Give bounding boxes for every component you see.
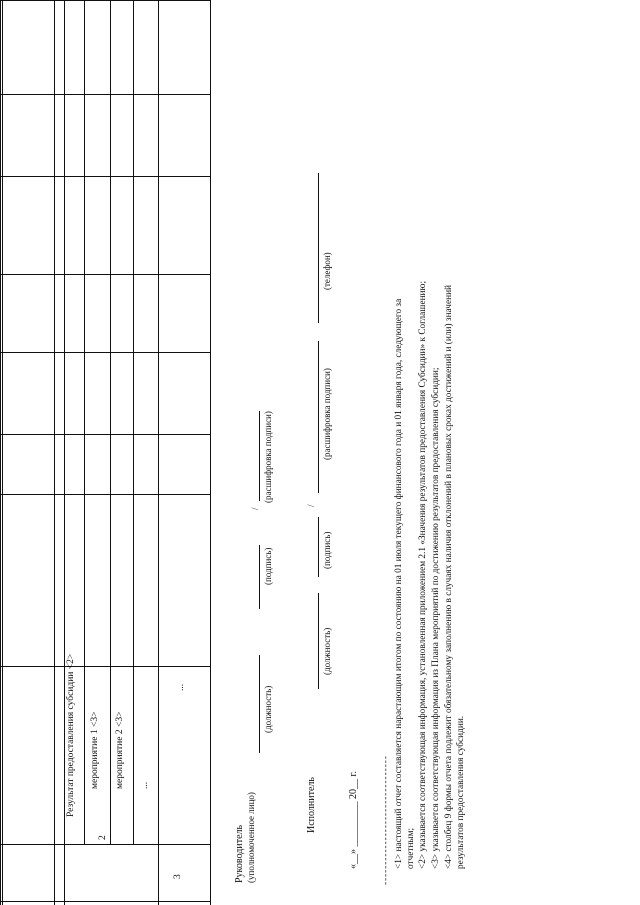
table-line bbox=[84, 0, 85, 845]
table-line bbox=[0, 901, 210, 902]
table-line bbox=[0, 176, 210, 177]
decoding-caption-2: (расшифровка подписи) bbox=[322, 368, 332, 460]
slash: / bbox=[250, 507, 260, 510]
results-table bbox=[0, 0, 300, 905]
head-sub-label: (уполномоченное лицо) bbox=[246, 792, 256, 883]
signature-caption: (подпись) bbox=[263, 547, 273, 585]
footnote-3: <3> указывается соответствующая информация из Плана мероприятий по достижению результатов предоставления субсидии; bbox=[431, 367, 441, 869]
table-line bbox=[64, 0, 65, 905]
table-line bbox=[133, 0, 134, 845]
table-line bbox=[158, 0, 159, 905]
phone-caption: (телефон) bbox=[322, 252, 332, 290]
signature-line bbox=[259, 411, 260, 501]
table-line bbox=[0, 94, 210, 95]
signature-line bbox=[318, 593, 319, 689]
signature-line bbox=[259, 655, 260, 753]
position-caption-2: (должность) bbox=[322, 627, 332, 675]
position-caption: (должность) bbox=[263, 685, 273, 733]
footnote-1-line-2: отчетным; bbox=[406, 827, 416, 869]
table-line bbox=[0, 352, 210, 353]
signature-line bbox=[318, 173, 319, 323]
slash: / bbox=[306, 504, 316, 507]
signature-line bbox=[318, 517, 319, 577]
footnote-4-line-1: <4> столбец 9 формы отчета подлежит обязательному заполнению в случаях наличия отклонений в плановых сроках достижений и (или) значений bbox=[444, 284, 454, 869]
signature-line bbox=[318, 341, 319, 493]
head-label: Руководитель bbox=[234, 824, 245, 883]
table-line bbox=[0, 274, 210, 275]
ellipsis: ... bbox=[140, 781, 150, 789]
table-line bbox=[210, 0, 211, 905]
event2-label: мероприятие 2 <3> bbox=[115, 711, 125, 789]
notes-separator: -------------------------------- bbox=[380, 755, 390, 885]
row-number-2: 2 bbox=[98, 835, 108, 840]
footnote-1-line-1: <1> настоящий отчет составляется нарастающим итогом по состоянию на 01 июля текущего финансового года и 01 января года, следующего за bbox=[394, 298, 404, 869]
result-label: Результат предоставления субсидии <2> bbox=[66, 653, 76, 817]
ellipsis: ... bbox=[176, 683, 186, 691]
row-number-3: 3 bbox=[173, 874, 183, 879]
table-line bbox=[0, 494, 210, 495]
footnote-4-line-2: результатов предоставления субсидии. bbox=[456, 715, 466, 869]
footnote-2: <2> указывается соответствующая информация, установленная приложением 2.1 «Значения результатов предоставления Субсидии» к Соглашению; bbox=[418, 280, 428, 869]
table-line bbox=[0, 434, 210, 435]
table-line bbox=[0, 844, 210, 845]
table-line bbox=[2, 0, 3, 905]
table-line bbox=[0, 0, 1, 905]
signature-caption-2: (подпись) bbox=[322, 531, 332, 569]
table-line bbox=[110, 0, 111, 845]
decoding-caption: (расшифровка подписи) bbox=[263, 411, 273, 503]
table-line bbox=[0, 666, 210, 667]
executor-label: Исполнитель bbox=[306, 777, 317, 833]
table-line bbox=[0, 0, 210, 1]
table-line bbox=[54, 0, 55, 905]
event1-label: мероприятие 1 <3> bbox=[90, 711, 100, 789]
signature-line bbox=[259, 545, 260, 609]
date-line: «__» _________ 20__ г. bbox=[348, 771, 359, 869]
